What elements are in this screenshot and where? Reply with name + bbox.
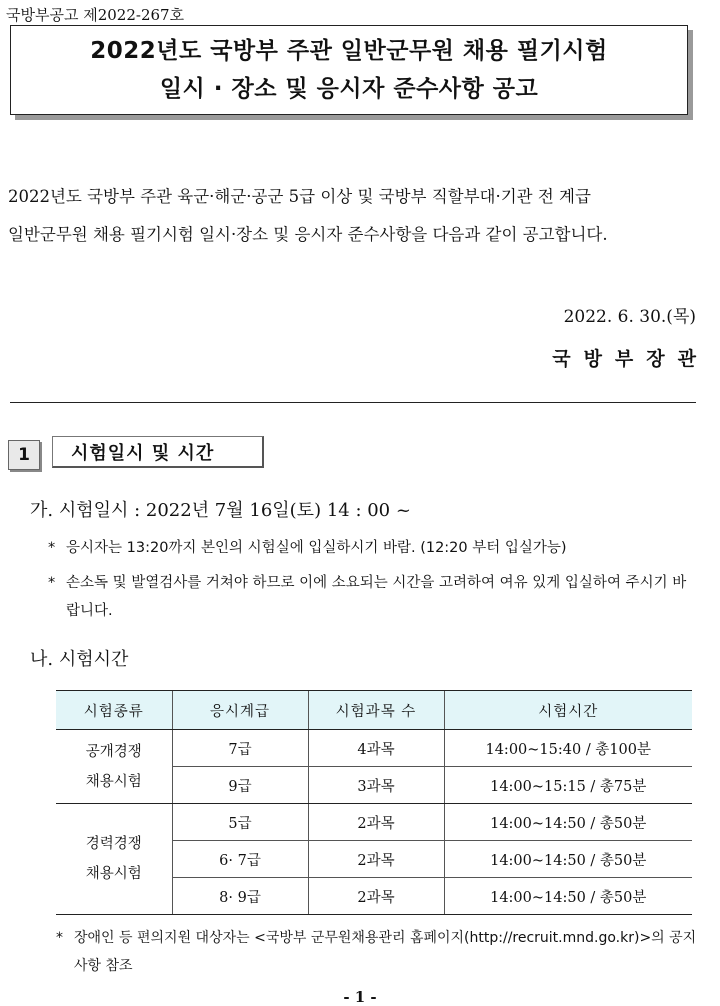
note-sanitize — [48, 569, 698, 625]
time-cell: 14:00~15:40 / 총100분 — [444, 730, 692, 767]
title-line-2: 일시 · 장소 및 응시자 준수사항 공고 — [159, 76, 539, 102]
time-cell: 14:00~14:50 / 총50분 — [444, 804, 692, 841]
table-row — [56, 804, 692, 841]
footnote-text: 장애인 등 편의지원 대상자는 <국방부 군무원채용관리 홈페이지(http://recruit.mnd.go.kr)>의 공지사항 참조 — [74, 930, 697, 974]
note-arrival — [48, 534, 698, 562]
exam-schedule-table — [56, 690, 692, 915]
time-cell: 14:00~14:50 / 총50분 — [444, 878, 692, 915]
exam-type-career: 경력경쟁 채용시험 — [56, 804, 172, 915]
note-text: 손소독 및 발열검사를 거쳐야 하므로 이에 소요되는 시간을 고려하여 여유 있게 입실하여 주시기 바랍니다. — [66, 575, 687, 619]
issuer: 국방부장관 — [552, 348, 709, 370]
time-cell: 14:00~15:15 / 총75분 — [444, 767, 692, 804]
note-text: 응시자는 13:20까지 본인의 시험실에 입실하시기 바람. (12:20 부터 입실가능) — [66, 540, 567, 556]
subjects-cell: 3과목 — [308, 767, 444, 804]
table-row — [56, 730, 692, 767]
subjects-cell: 4과목 — [308, 730, 444, 767]
grade-cell: 8· 9급 — [172, 878, 308, 915]
grade-cell: 7급 — [172, 730, 308, 767]
intro-line-1: 2022년도 국방부 주관 육군·해군·공군 5급 이상 및 국방부 직할부대·기관 전 계급 — [8, 187, 591, 206]
title-line-1: 2022년도 국방부 주관 일반군무원 채용 필기시험 — [90, 38, 608, 64]
grade-cell: 9급 — [172, 767, 308, 804]
col-time: 시험시간 — [444, 691, 692, 730]
table-header-row — [56, 691, 692, 730]
notice-number: 국방부공고 제2022-267호 — [6, 6, 185, 24]
time-cell: 14:00~14:50 / 총50분 — [444, 841, 692, 878]
subjects-cell: 2과목 — [308, 804, 444, 841]
heading-exam-date: 가. 시험일시 : 2022년 7월 16일(토) 14 : 00 ~ — [30, 500, 411, 521]
grade-cell: 5급 — [172, 804, 308, 841]
section-number: 1 — [8, 440, 40, 470]
page-number: - 1 - — [343, 988, 377, 1006]
divider — [10, 402, 696, 403]
section-title: 시험일시 및 시간 — [52, 436, 264, 468]
subjects-cell: 2과목 — [308, 841, 444, 878]
grade-cell: 6· 7급 — [172, 841, 308, 878]
asterisk-icon: * — [48, 575, 56, 591]
notice-date: 2022. 6. 30.(목) — [563, 307, 696, 327]
title-box — [10, 25, 688, 115]
exam-type-open: 공개경쟁 채용시험 — [56, 730, 172, 804]
col-subjects: 시험과목 수 — [308, 691, 444, 730]
asterisk-icon: * — [48, 540, 56, 556]
footnote-accessibility — [56, 924, 706, 980]
intro-line-2: 일반군무원 채용 필기시험 일시·장소 및 응시자 준수사항을 다음과 같이 공고합니다. — [8, 225, 608, 244]
subjects-cell: 2과목 — [308, 878, 444, 915]
col-grade: 응시계급 — [172, 691, 308, 730]
heading-exam-time: 나. 시험시간 — [30, 649, 129, 670]
asterisk-icon: * — [56, 930, 63, 946]
col-exam-type: 시험종류 — [56, 691, 172, 730]
